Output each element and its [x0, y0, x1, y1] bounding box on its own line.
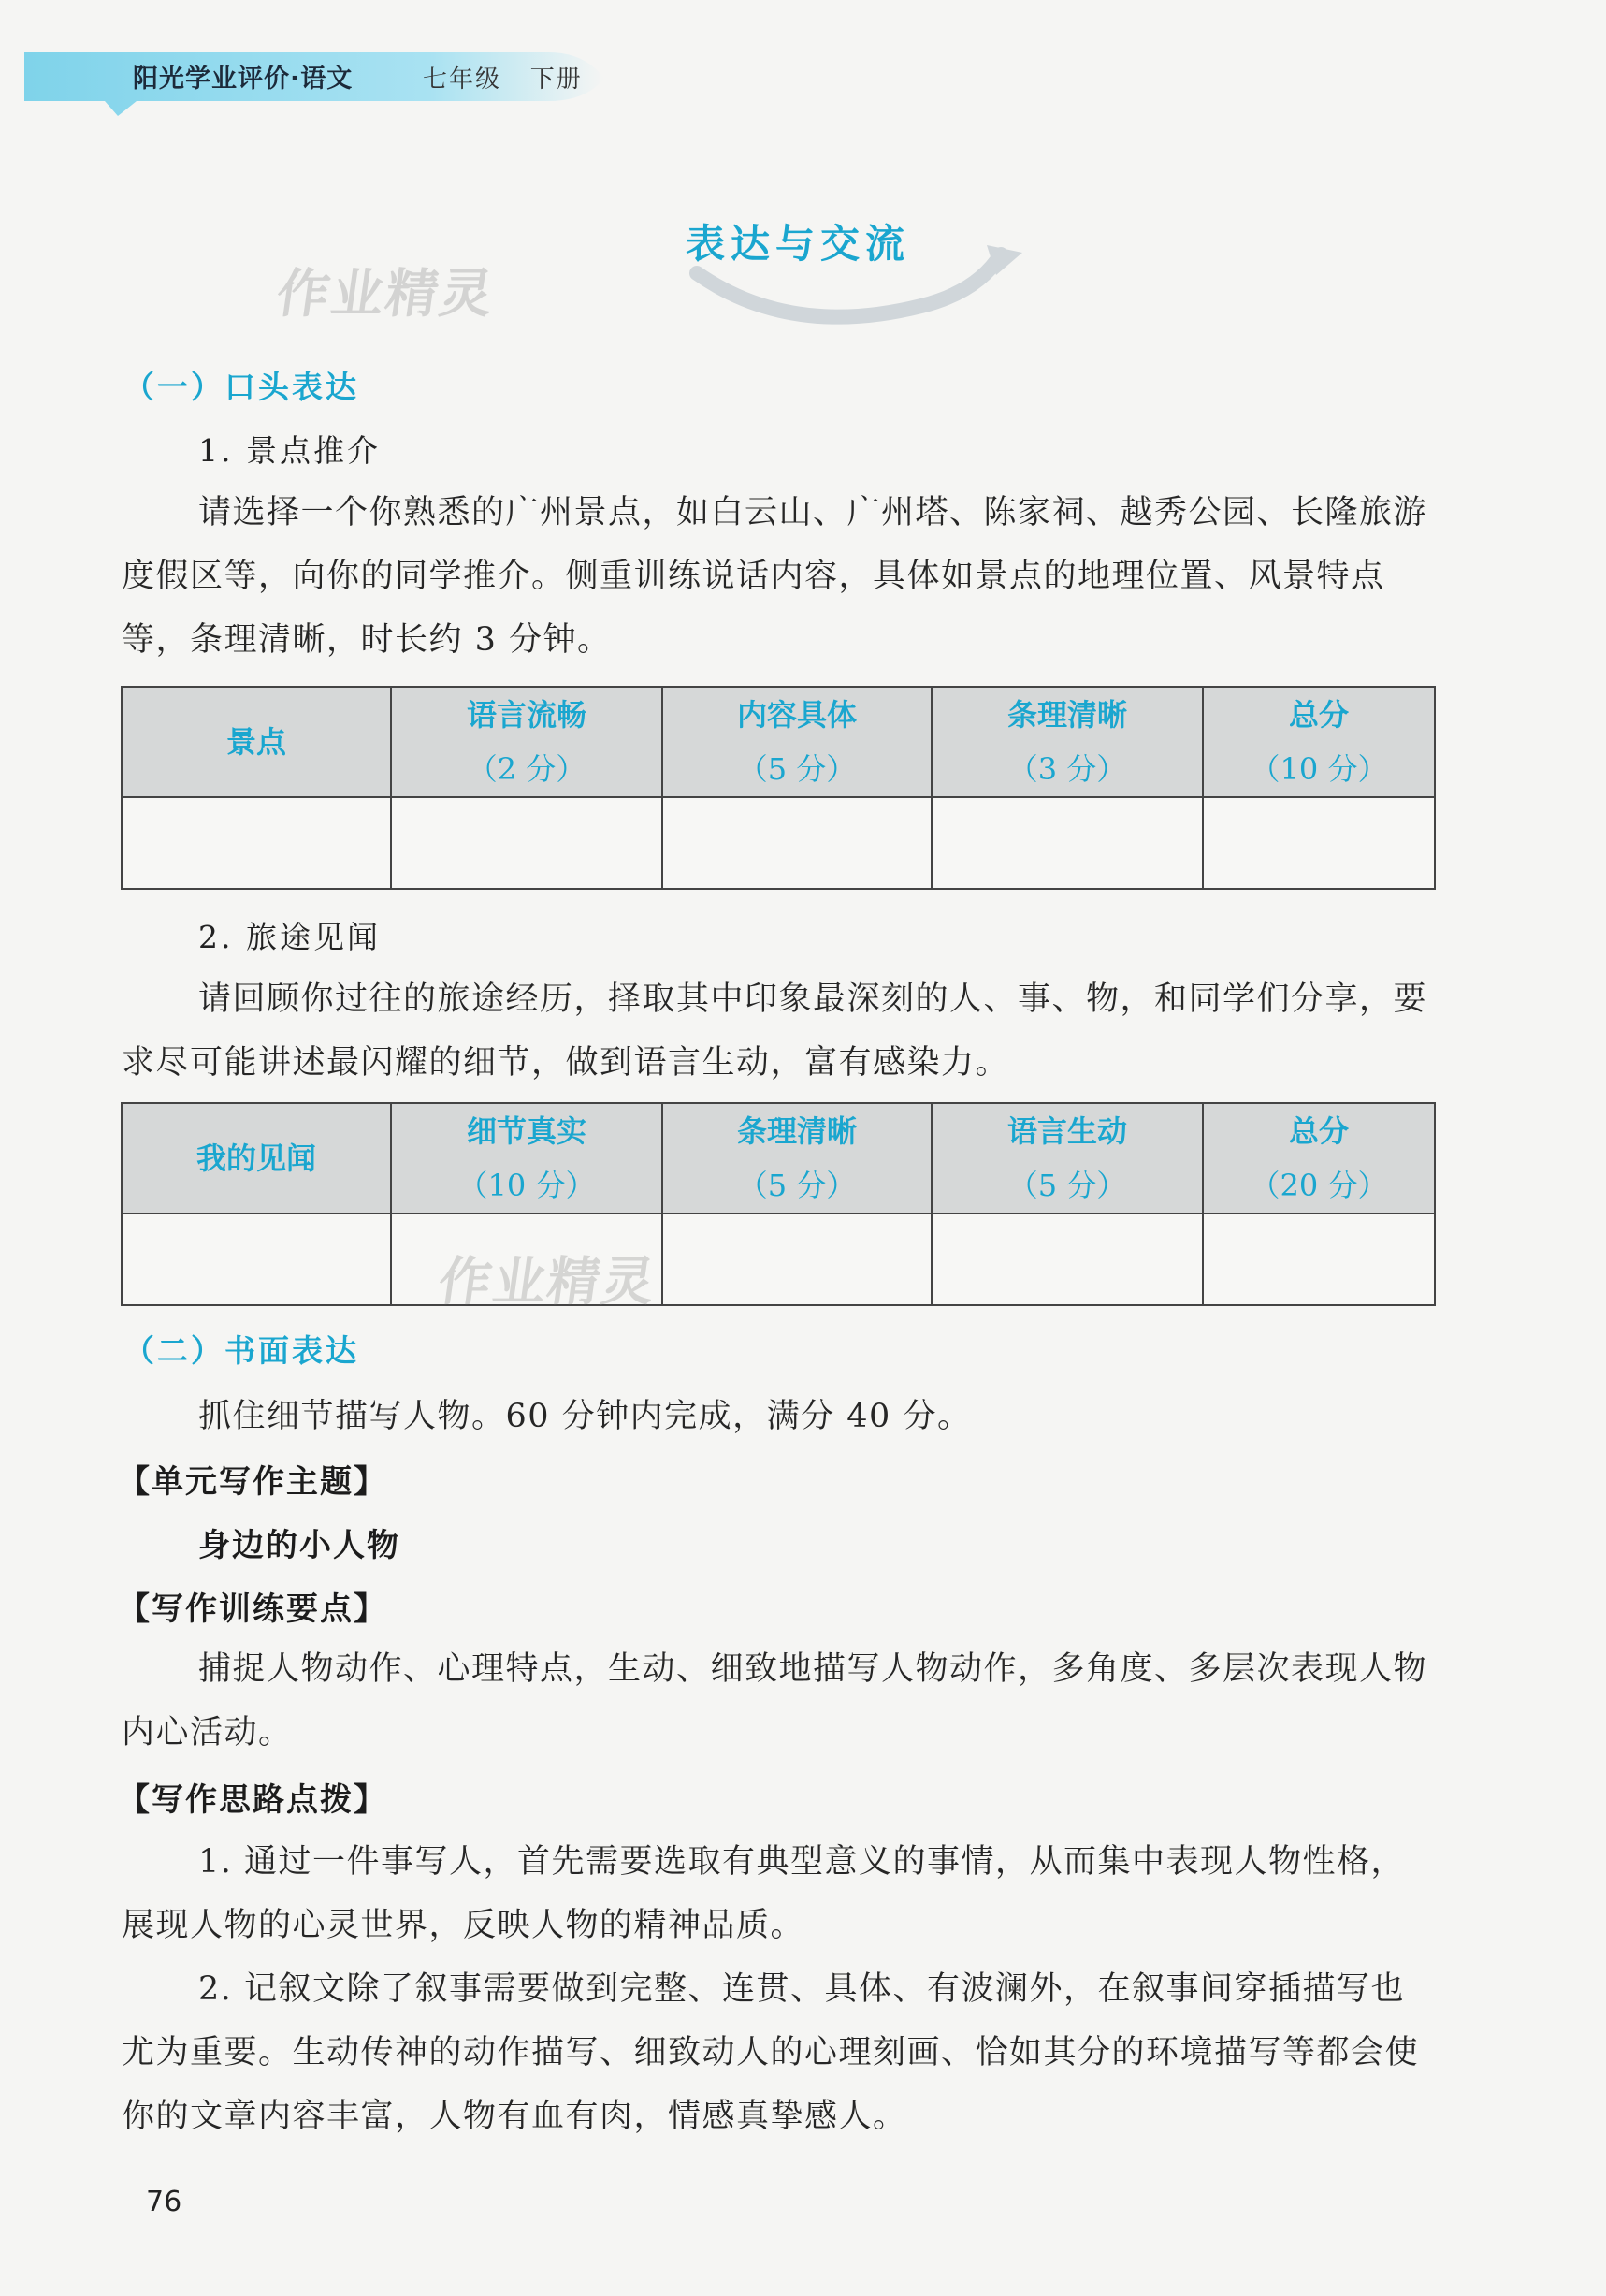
item2-text: 请回顾你过往的旅途经历，择取其中印象最深刻的人、事、物，和同学们分享，要求尽可能讲述最闪耀的细节，做到语言生动，富有感染力。 [122, 981, 1428, 1082]
points-label: 【写作训练要点】 [118, 1591, 387, 1628]
col-header: 内容具体 （5 分） [662, 687, 932, 797]
watermark: 作业精灵 [434, 1252, 660, 1313]
watermark: 作业精灵 [272, 264, 499, 325]
answer-cell[interactable] [932, 1213, 1203, 1305]
header-title: 阳光学业评价·语文 [133, 65, 354, 94]
col-header: 总分 （10 分） [1203, 687, 1435, 797]
table-row [122, 1213, 1435, 1305]
col-header: 景点 [122, 687, 391, 797]
answer-cell[interactable] [932, 797, 1203, 889]
col-header: 我的见闻 [122, 1103, 391, 1213]
oral-heading: （一）口头表达 [123, 369, 359, 405]
written-heading: （二）书面表达 [123, 1332, 359, 1369]
answer-cell[interactable] [391, 797, 662, 889]
col-header: 细节真实 （10 分） [391, 1103, 662, 1213]
table-header-row [122, 687, 1435, 797]
theme-label: 【单元写作主题】 [118, 1463, 387, 1501]
written-intro: 抓住细节描写人物。60 分钟内完成，满分 40 分。 [198, 1398, 972, 1435]
section-title: 表达与交流 [686, 221, 911, 267]
answer-cell[interactable] [1203, 797, 1435, 889]
answer-cell[interactable] [122, 797, 391, 889]
page-number: 76 [146, 2186, 182, 2218]
answer-cell[interactable] [122, 1213, 391, 1305]
tip-2: 2. 记叙文除了叙事需要做到完整、连贯、具体、有波澜外，在叙事间穿插描写也尤为重要。生动传神的动作描写、细致动人的心理刻画、恰如其分的环境描写等都会使你的文章内容丰富，人物有血有肉，情感真挚感人。 [122, 1970, 1420, 2135]
col-header: 语言生动 （5 分） [932, 1103, 1203, 1213]
item2-title: 2. 旅途见闻 [198, 919, 381, 955]
col-header: 总分 （20 分） [1203, 1103, 1435, 1213]
points-text: 捕捉人物动作、心理特点，生动、细致地描写人物动作，多角度、多层次表现人物内心活动。 [122, 1650, 1428, 1751]
scenic-score-table [121, 686, 1436, 890]
item1-text: 请选择一个你熟悉的广州景点，如白云山、广州塔、陈家祠、越秀公园、长隆旅游度假区等，向你的同学推介。侧重训练说话内容，具体如景点的地理位置、风景特点等，条理清晰，时长约 3 分钟。 [122, 494, 1428, 659]
travel-score-table [121, 1102, 1436, 1306]
tip-1: 1. 通过一件事写人，首先需要选取有典型意义的事情，从而集中表现人物性格，展现人物的心灵世界，反映人物的精神品质。 [122, 1843, 1406, 1944]
col-header: 条理清晰 （5 分） [662, 1103, 932, 1213]
item1-title: 1. 景点推介 [198, 432, 381, 469]
col-header: 语言流畅 （2 分） [391, 687, 662, 797]
table-header-row [122, 1103, 1435, 1213]
answer-cell[interactable] [1203, 1213, 1435, 1305]
answer-cell[interactable] [662, 797, 932, 889]
table-row [122, 797, 1435, 889]
col-header: 条理清晰 （3 分） [932, 687, 1203, 797]
tips-label: 【写作思路点拨】 [118, 1781, 387, 1819]
writing-theme: 身边的小人物 [198, 1527, 400, 1564]
header-grade: 七年级 下册 [423, 65, 583, 94]
answer-cell[interactable] [662, 1213, 932, 1305]
